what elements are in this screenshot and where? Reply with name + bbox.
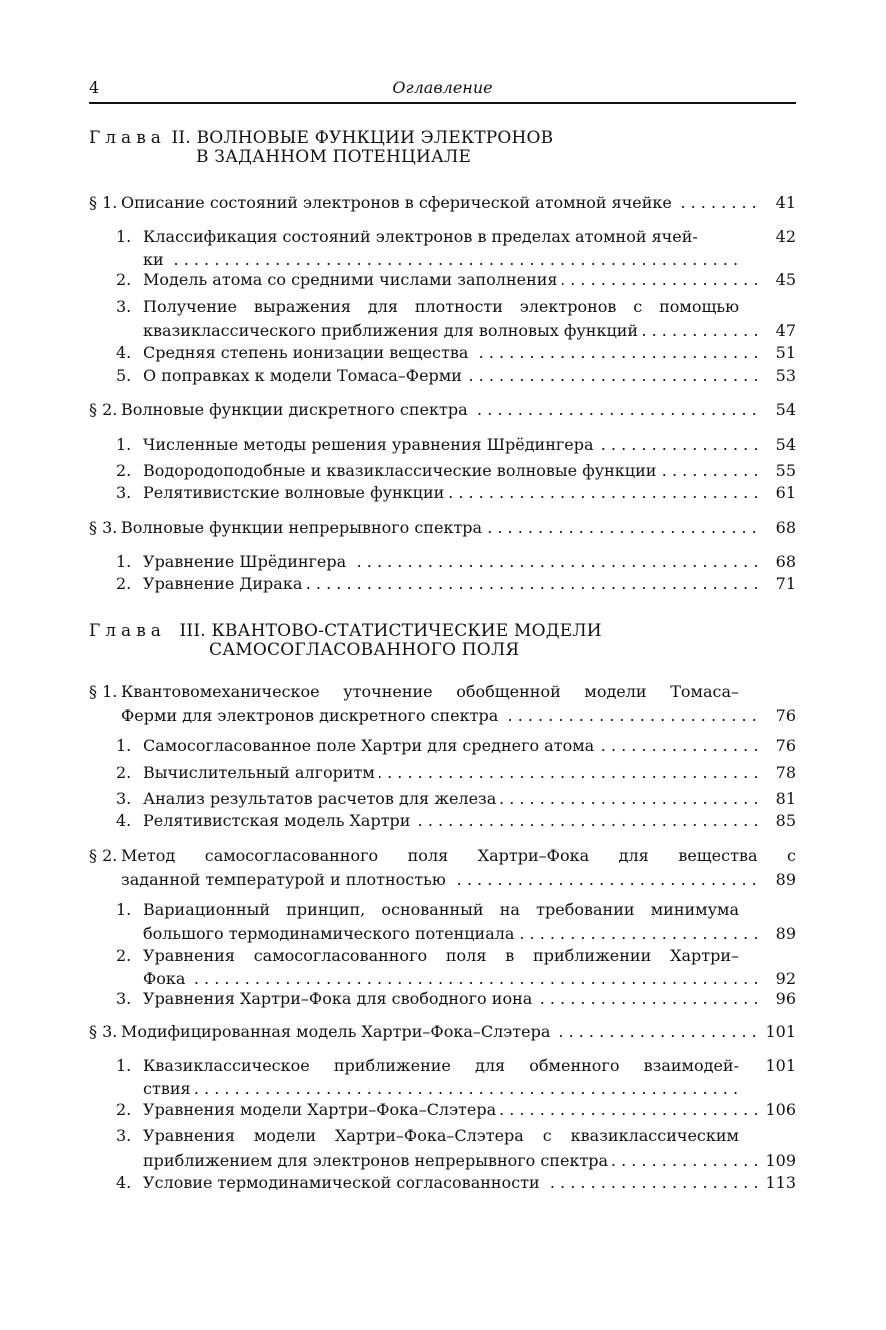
toc-item[interactable]: 2. Уравнения модели Хартри–Фока–Слэтера . . . 106 [116, 1099, 796, 1120]
toc-item[interactable]: 3. Анализ результатов расчетов для железа . . . 81 [116, 788, 796, 809]
toc-section[interactable]: § 1. Описание состояний электронов в сферической атомной ячейке . . . 41 [89, 192, 796, 213]
toc-section[interactable]: § 3. Волновые функции непрерывного спектра . . . 68 [89, 517, 796, 538]
toc-item[interactable]: квазиклассического приближения для волновых функций . . . 47 [143, 320, 796, 341]
toc-section[interactable]: § 2. Волновые функции дискретного спектра . . . 54 [89, 399, 796, 420]
toc-item[interactable]: 2. Модель атома со средними числами заполнения . . . 45 [116, 269, 796, 290]
toc-item-line: Квазиклассическое приближение для обменного взаимодей- [143, 1056, 739, 1075]
toc-section-line: Метод самосогласованного поля Хартри–Фока для вещества с [121, 846, 796, 865]
toc-item[interactable]: 3. Релятивистские волновые функции . . . 61 [116, 482, 796, 503]
toc-section-line: Квантовомеханическое уточнение обобщенной модели Томаса– [121, 682, 739, 701]
toc-item[interactable]: 2. Уравнение Дирака . . . 71 [116, 573, 796, 594]
toc-item[interactable]: Фока . . . 92 [143, 968, 796, 989]
chapter-heading: Глава III. КВАНТОВО-СТАТИСТИЧЕСКИЕ МОДЕЛИ САМОСОГЛАСОВАННОГО ПОЛЯ [89, 621, 602, 660]
toc-item[interactable]: большого термодинамического потенциала . . . 89 [143, 923, 796, 944]
toc-item[interactable]: 1. Уравнение Шрёдингера . . . 68 [116, 551, 796, 572]
toc-item[interactable]: 3. Уравнения Хартри–Фока для свободного иона . . . 96 [116, 988, 796, 1009]
chapter-heading: Глава II. ВОЛНОВЫЕ ФУНКЦИИ ЭЛЕКТРОНОВ В ЗАДАННОМ ПОТЕНЦИАЛЕ [89, 128, 554, 167]
toc-section[interactable]: заданной температурой и плотностью . . . 89 [121, 869, 796, 890]
running-header [89, 78, 796, 102]
page-number: 4 [89, 78, 100, 97]
toc-item[interactable]: 1. Самосогласованное поле Хартри для среднего атома . . . 76 [116, 735, 796, 756]
toc-item[interactable]: 2. Водородоподобные и квазиклассические волновые функции . . . 55 [116, 460, 796, 481]
toc-item[interactable]: приближением для электронов непрерывного спектра . . . 109 [143, 1150, 796, 1171]
toc-section[interactable]: Ферми для электронов дискретного спектра . . . 76 [121, 705, 796, 726]
toc-item-line: Уравнения самосогласованного поля в приближении Хартри– [143, 946, 739, 965]
toc-item[interactable]: ствия . . . [143, 1078, 739, 1099]
toc-item-line: Вариационный принцип, основанный на требовании минимума [143, 900, 739, 919]
toc-item[interactable]: 4. Условие термодинамической согласованности . . . 113 [116, 1172, 796, 1193]
toc-section[interactable]: § 3. Модифицированная модель Хартри–Фока–Слэтера . . . 101 [89, 1021, 796, 1042]
toc-item-line: Получение выражения для плотности электронов с помощью [143, 297, 739, 316]
toc-item[interactable]: 2. Вычислительный алгоритм . . . 78 [116, 762, 796, 783]
toc-item[interactable]: 4. Релятивистская модель Хартри . . . 85 [116, 810, 796, 831]
toc-item[interactable]: ки . . . [143, 249, 739, 270]
toc-item-line: Уравнения модели Хартри–Фока–Слэтера с квазиклассическим [143, 1126, 739, 1145]
toc-item[interactable]: 1. Численные методы решения уравнения Шрёдингера . . . 54 [116, 434, 796, 455]
running-title: Оглавление [392, 78, 493, 97]
toc-item[interactable]: 4. Средняя степень ионизации вещества . . . 51 [116, 342, 796, 363]
toc-item-line: Классификация состояний электронов в пределах атомной ячей- [143, 227, 698, 246]
toc-item[interactable]: 5. О поправках к модели Томаса–Ферми . . . 53 [116, 365, 796, 386]
toc-page: 4 Оглавление Глава II. ВОЛНОВЫЕ ФУНКЦИИ ЭЛЕКТРОНОВ В ЗАДАННОМ ПОТЕНЦИАЛЕ § 1. Описание состояний электронов в сферической атомной ячейке . . . 41 Классификация состояний электронов в пределах атомной ячей- 1. 42 ки . . . 2. Модель атома со средними числами заполнения . . . 45 Получение выражения для плотности электронов с помощью 3. квазиклассического приближения для волновых функций . . . 47 4. Средняя степень ионизации вещества . . . 51 5. О поправках к модели Томаса–Ферми . . . 53 § 2. Волновые функции дискретного спектра . . . 54 1. Численные методы решения уравнения Шрёдингера . . . 54 2. Водородоподобные и квазиклассические волновые функции . . . 55 3. Релятивистские волновые функции . . . 61 § 3. Волновые функции непрерывного спектра . . . 68 1. Уравнение Шрёдингера . . . 68 2. Уравнение Дирака . . . 71 Глава III. КВАНТОВО-СТАТИСТИЧЕСКИЕ МОДЕЛИ САМОСОГЛАСОВАННОГО ПОЛЯ § 1. Квантовомеханическое уточнение обобщенной модели Томаса– Ферми для электронов дискретного спектра . . . 76 1. Самосогласованное поле Хартри для среднего атома . . . 76 2. Вычислительный алгоритм . . . 78 3. Анализ результатов расчетов для железа . . . 81 4. Релятивистская модель Хартри . . . 85 § 2. Метод самосогласованного поля Хартри–Фока для вещества с заданной температурой и плотностью . . . 89 1. Вариационный принцип, основанный на требовании минимума большого термодинамического потенциала . . . 89 2. Уравнения самосогласованного поля в приближении Хартри– Фока . . . 92 3. Уравнения Хартри–Фока для свободного иона . . . 96 § 3. Модифицированная модель Хартри–Фока–Слэтера . . . 101 1. Квазиклассическое приближение для обменного взаимодей- 101 ствия . . . 2. Уравнения модели Хартри–Фока–Слэтера . . . 106 3. Уравнения модели Хартри–Фока–Слэтера с квазиклассическим приближением для электронов непрерывного спектра . . . 109 4. Условие термодинамической согласованности . . . 113 [0, 0, 886, 1330]
header-rule [89, 102, 796, 104]
